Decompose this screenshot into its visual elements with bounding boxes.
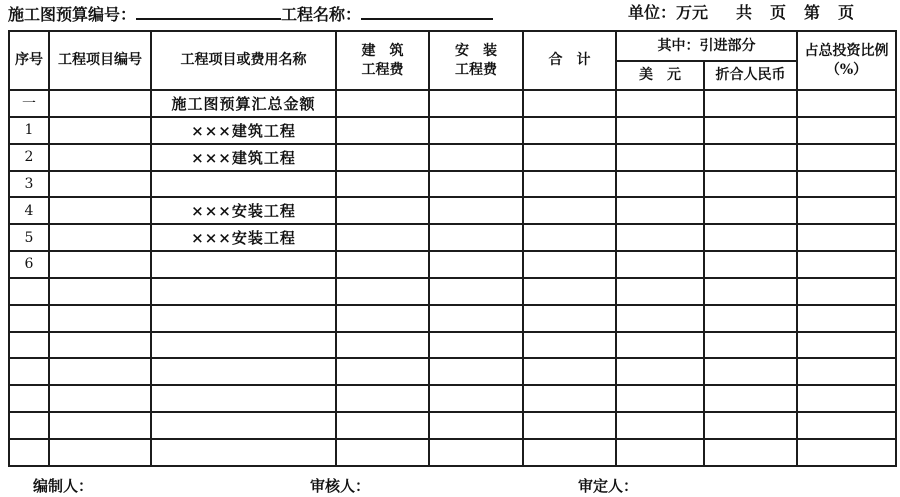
table-row xyxy=(9,332,896,359)
cell-name xyxy=(151,412,336,439)
cell-construction xyxy=(336,197,429,224)
cell-rmb xyxy=(704,171,797,198)
cell-total xyxy=(523,439,616,466)
cell-total xyxy=(523,358,616,385)
cell-seq: 6 xyxy=(9,251,49,278)
cell-usd xyxy=(616,358,704,385)
cell-name: 施工图预算汇总金额 xyxy=(151,90,336,117)
cell-ratio xyxy=(797,197,896,224)
cell-ratio xyxy=(797,251,896,278)
cell-ratio xyxy=(797,332,896,359)
cell-rmb xyxy=(704,90,797,117)
header-total: 合 计 xyxy=(523,31,616,90)
cell-total xyxy=(523,278,616,305)
cell-installation xyxy=(429,251,523,278)
cell-seq: 5 xyxy=(9,224,49,251)
cell-usd xyxy=(616,332,704,359)
cell-total xyxy=(523,197,616,224)
cell-construction xyxy=(336,171,429,198)
cell-installation xyxy=(429,412,523,439)
header-installation-fee xyxy=(429,31,523,90)
budget-number-blank xyxy=(136,3,281,20)
cell-ratio xyxy=(797,412,896,439)
cell-project-no xyxy=(49,224,151,251)
header-investment-ratio-line1: 占总投资比例 xyxy=(804,42,889,59)
table-row xyxy=(9,305,896,332)
table-header xyxy=(9,31,896,90)
cell-name: ×××安装工程 xyxy=(151,224,336,251)
table-row xyxy=(9,385,896,412)
cell-ratio xyxy=(797,224,896,251)
cell-rmb xyxy=(704,197,797,224)
pages-label: 共 页 第 页 xyxy=(736,3,856,22)
cell-installation xyxy=(429,358,523,385)
cell-usd xyxy=(616,439,704,466)
cell-project-no xyxy=(49,171,151,198)
cell-total xyxy=(523,144,616,171)
cell-seq xyxy=(9,358,49,385)
cell-name: ×××建筑工程 xyxy=(151,144,336,171)
header-project-no: 工程项目编号 xyxy=(49,31,151,90)
cell-total xyxy=(523,224,616,251)
cell-name xyxy=(151,305,336,332)
header-imported-group: 其中：引进部分 xyxy=(616,31,797,61)
cell-project-no xyxy=(49,278,151,305)
cell-project-no xyxy=(49,358,151,385)
header-construction-fee xyxy=(336,31,429,90)
cell-project-no xyxy=(49,412,151,439)
table-row xyxy=(9,90,896,117)
cell-usd xyxy=(616,224,704,251)
header-investment-ratio-line2: （%） xyxy=(825,61,868,78)
cell-ratio xyxy=(797,385,896,412)
cell-seq: 4 xyxy=(9,197,49,224)
cell-ratio xyxy=(797,439,896,466)
cell-project-no xyxy=(49,144,151,171)
cell-rmb xyxy=(704,385,797,412)
cell-ratio xyxy=(797,117,896,144)
cell-name xyxy=(151,332,336,359)
table-row xyxy=(9,144,896,171)
cell-construction xyxy=(336,358,429,385)
cell-usd xyxy=(616,197,704,224)
table-row xyxy=(9,117,896,144)
unit-pages-group xyxy=(628,3,855,23)
top-caption-line xyxy=(8,3,895,25)
cell-construction xyxy=(336,144,429,171)
cell-installation xyxy=(429,197,523,224)
cell-construction xyxy=(336,224,429,251)
cell-ratio xyxy=(797,144,896,171)
cell-usd xyxy=(616,171,704,198)
cell-usd xyxy=(616,305,704,332)
cell-usd xyxy=(616,412,704,439)
cell-rmb xyxy=(704,251,797,278)
cell-name xyxy=(151,439,336,466)
cell-usd xyxy=(616,117,704,144)
table-row xyxy=(9,251,896,278)
cell-project-no xyxy=(49,332,151,359)
cell-name xyxy=(151,251,336,278)
cell-ratio xyxy=(797,358,896,385)
cell-ratio xyxy=(797,305,896,332)
cell-seq: 2 xyxy=(9,144,49,171)
table-row xyxy=(9,171,896,198)
header-investment-ratio xyxy=(797,31,896,90)
cell-rmb xyxy=(704,224,797,251)
cell-project-no xyxy=(49,90,151,117)
cell-project-no xyxy=(49,197,151,224)
cell-rmb xyxy=(704,358,797,385)
cell-construction xyxy=(336,412,429,439)
header-installation-fee-line2: 工程费 xyxy=(455,61,497,78)
cell-rmb xyxy=(704,278,797,305)
cell-total xyxy=(523,171,616,198)
header-construction-fee-line2: 工程费 xyxy=(361,61,404,78)
cell-ratio xyxy=(797,171,896,198)
table-row xyxy=(9,412,896,439)
table-row xyxy=(9,224,896,251)
cell-construction xyxy=(336,90,429,117)
cell-installation xyxy=(429,90,523,117)
cell-usd xyxy=(616,90,704,117)
cell-project-no xyxy=(49,385,151,412)
project-name-blank xyxy=(361,3,493,20)
cell-rmb xyxy=(704,412,797,439)
cell-installation xyxy=(429,385,523,412)
table-row xyxy=(9,278,896,305)
cell-seq xyxy=(9,278,49,305)
cell-total xyxy=(523,117,616,144)
cell-seq xyxy=(9,385,49,412)
table-body xyxy=(9,90,896,466)
cell-name xyxy=(151,358,336,385)
cell-construction xyxy=(336,251,429,278)
cell-installation xyxy=(429,332,523,359)
table-row xyxy=(9,197,896,224)
project-name-label: 工程名称： xyxy=(281,5,362,24)
budget-number-label: 施工图预算编号： xyxy=(8,5,137,24)
cell-usd xyxy=(616,251,704,278)
cell-rmb xyxy=(704,305,797,332)
cell-construction xyxy=(336,305,429,332)
cell-construction xyxy=(336,332,429,359)
cell-rmb xyxy=(704,117,797,144)
cell-total xyxy=(523,385,616,412)
header-rmb-equivalent: 折合人民币 xyxy=(704,61,797,90)
header-construction-fee-line1: 建 筑 xyxy=(361,42,404,59)
table-row xyxy=(9,439,896,466)
cell-installation xyxy=(429,171,523,198)
cell-rmb xyxy=(704,439,797,466)
cell-seq xyxy=(9,332,49,359)
reviewer-label: 审核人： xyxy=(310,477,371,495)
cell-seq: 3 xyxy=(9,171,49,198)
cell-seq xyxy=(9,305,49,332)
cell-seq xyxy=(9,439,49,466)
cell-name: ×××安装工程 xyxy=(151,197,336,224)
cell-ratio xyxy=(797,90,896,117)
cell-total xyxy=(523,332,616,359)
header-project-or-cost-name: 工程项目或费用名称 xyxy=(151,31,336,90)
preparer-label: 编制人： xyxy=(33,477,94,495)
cell-total xyxy=(523,305,616,332)
cell-installation xyxy=(429,144,523,171)
cell-usd xyxy=(616,278,704,305)
cell-seq: 1 xyxy=(9,117,49,144)
cell-name: ×××建筑工程 xyxy=(151,117,336,144)
header-seq: 序号 xyxy=(9,31,49,90)
cell-ratio xyxy=(797,278,896,305)
cell-construction xyxy=(336,439,429,466)
budget-table xyxy=(8,30,897,467)
cell-installation xyxy=(429,305,523,332)
cell-project-no xyxy=(49,117,151,144)
header-installation-fee-line1: 安 装 xyxy=(455,42,497,59)
cell-rmb xyxy=(704,144,797,171)
approver-label: 审定人： xyxy=(578,477,639,495)
cell-total xyxy=(523,251,616,278)
cell-name xyxy=(151,278,336,305)
cell-total xyxy=(523,412,616,439)
cell-usd xyxy=(616,144,704,171)
cell-project-no xyxy=(49,251,151,278)
cell-rmb xyxy=(704,332,797,359)
cell-total xyxy=(523,90,616,117)
cell-construction xyxy=(336,117,429,144)
cell-installation xyxy=(429,224,523,251)
cell-installation xyxy=(429,117,523,144)
header-usd: 美 元 xyxy=(616,61,704,90)
table-row xyxy=(9,358,896,385)
cell-installation xyxy=(429,439,523,466)
cell-construction xyxy=(336,385,429,412)
cell-name xyxy=(151,385,336,412)
cell-seq xyxy=(9,412,49,439)
cell-project-no xyxy=(49,439,151,466)
cell-installation xyxy=(429,278,523,305)
cell-seq: 一 xyxy=(9,90,49,117)
cell-construction xyxy=(336,278,429,305)
cell-usd xyxy=(616,385,704,412)
cell-name xyxy=(151,171,336,198)
unit-label: 单位：万元 xyxy=(628,3,709,22)
cell-project-no xyxy=(49,305,151,332)
